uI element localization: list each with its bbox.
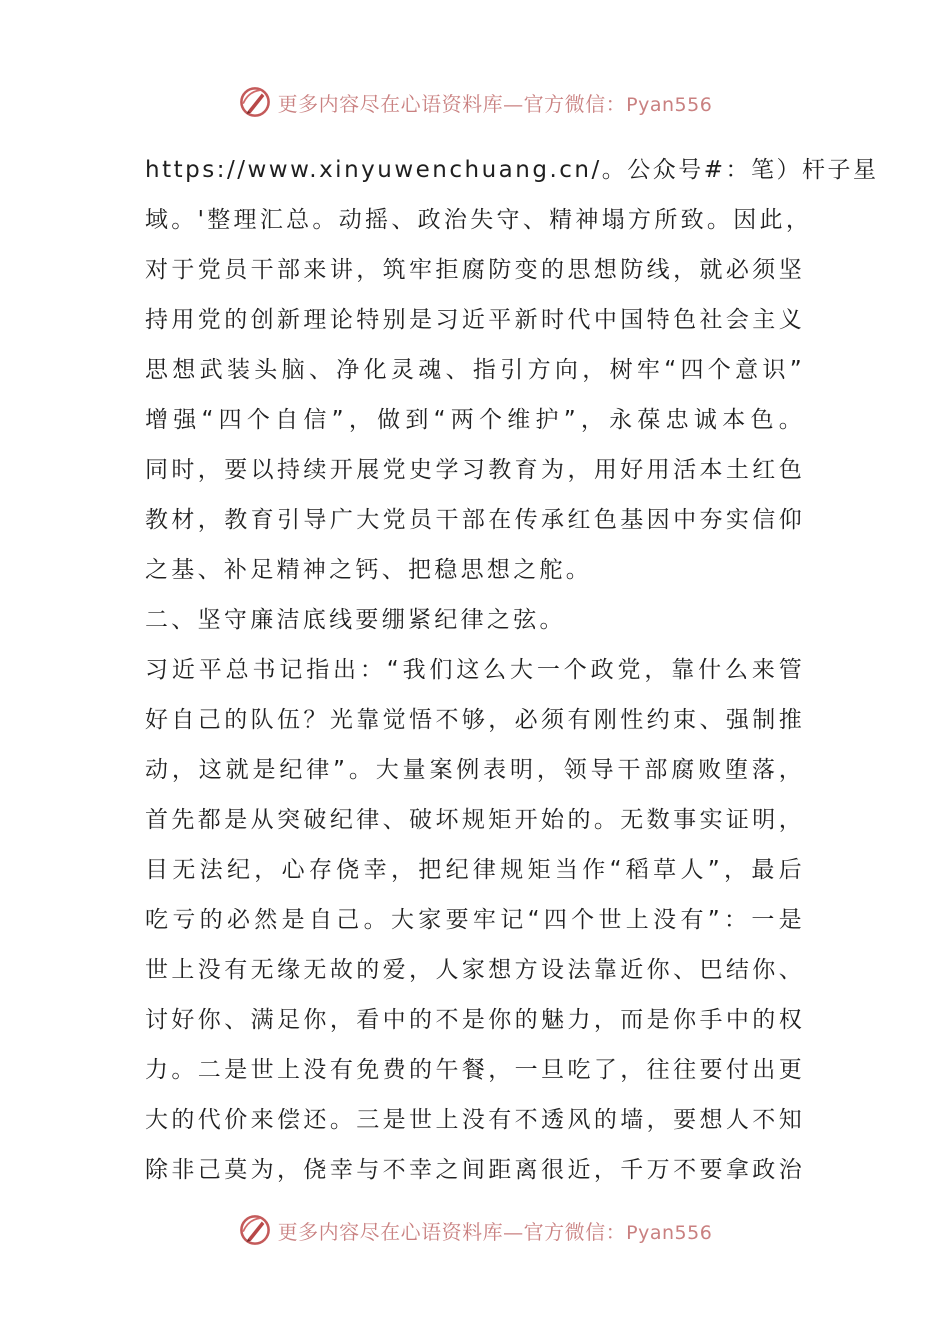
body-line: 讨好你、满足你，看中的不是你的魅力，而是你手中的权 [145, 1007, 805, 1033]
body-line: 之基、补足精神之钙、把稳思想之舵。 [145, 557, 593, 583]
body-line: 习近平总书记指出：“我们这么大一个政党，靠什么来管 [145, 657, 805, 683]
pen-logo-icon [238, 1213, 272, 1247]
body-line: 世上没有无缘无故的爱，人家想方设法靠近你、巴结你、 [145, 957, 805, 983]
body-line: 除非己莫为，侥幸与不幸之间距离很近，千万不要拿政治 [145, 1157, 805, 1183]
document-body [145, 145, 879, 1195]
footer-watermark [0, 1210, 950, 1250]
body-line: 首先都是从突破纪律、破坏规矩开始的。无数事实证明， [145, 807, 805, 833]
body-line: 动，这就是纪律”。大量案例表明，领导干部腐败堕落， [145, 757, 805, 783]
body-line: 思想武装头脑、净化灵魂、指引方向，树牢“四个意识” [145, 357, 805, 383]
body-line: 吃亏的必然是自己。大家要牢记“四个世上没有”：一是 [145, 907, 805, 933]
body-line: 教材，教育引导广大党员干部在传承红色基因中夯实信仰 [145, 507, 805, 533]
body-line: 目无法纪，心存侥幸，把纪律规矩当作“稻草人”，最后 [145, 857, 805, 883]
body-line: 同时，要以持续开展党史学习教育为，用好用活本土红色 [145, 457, 805, 483]
body-line: 对于党员干部来讲，筑牢拒腐防变的思想防线，就必须坚 [145, 257, 805, 283]
body-line: 持用党的创新理论特别是习近平新时代中国特色社会主义 [145, 307, 805, 333]
watermark-text [278, 1216, 713, 1245]
body-line: 域。'整理汇总。动摇、政治失守、精神塌方所致。因此， [145, 207, 813, 233]
body-line: https://www.xinyuwenchuang.cn/。公众号#：笔）杆子星 [145, 157, 879, 183]
watermark-label: 更多内容尽在心语资料库—官方微信： [277, 91, 627, 116]
pen-logo-icon [238, 85, 272, 119]
watermark-label: 更多内容尽在心语资料库—官方微信： [277, 1219, 627, 1244]
body-line: 力。二是世上没有免费的午餐，一旦吃了，往往要付出更 [145, 1057, 805, 1083]
watermark-wechat-id: Pyan556 [626, 93, 713, 116]
header-watermark [0, 82, 950, 122]
body-line: 大的代价来偿还。三是世上没有不透风的墙，要想人不知 [145, 1107, 805, 1133]
body-line: 增强“四个自信”，做到“两个维护”，永葆忠诚本色。 [145, 407, 805, 433]
body-line: 好自己的队伍？光靠觉悟不够，必须有刚性约束、强制推 [145, 707, 805, 733]
watermark-text [278, 88, 713, 117]
watermark-wechat-id: Pyan556 [626, 1221, 713, 1244]
section-heading: 二、坚守廉洁底线要绷紧纪律之弦。 [145, 607, 566, 633]
